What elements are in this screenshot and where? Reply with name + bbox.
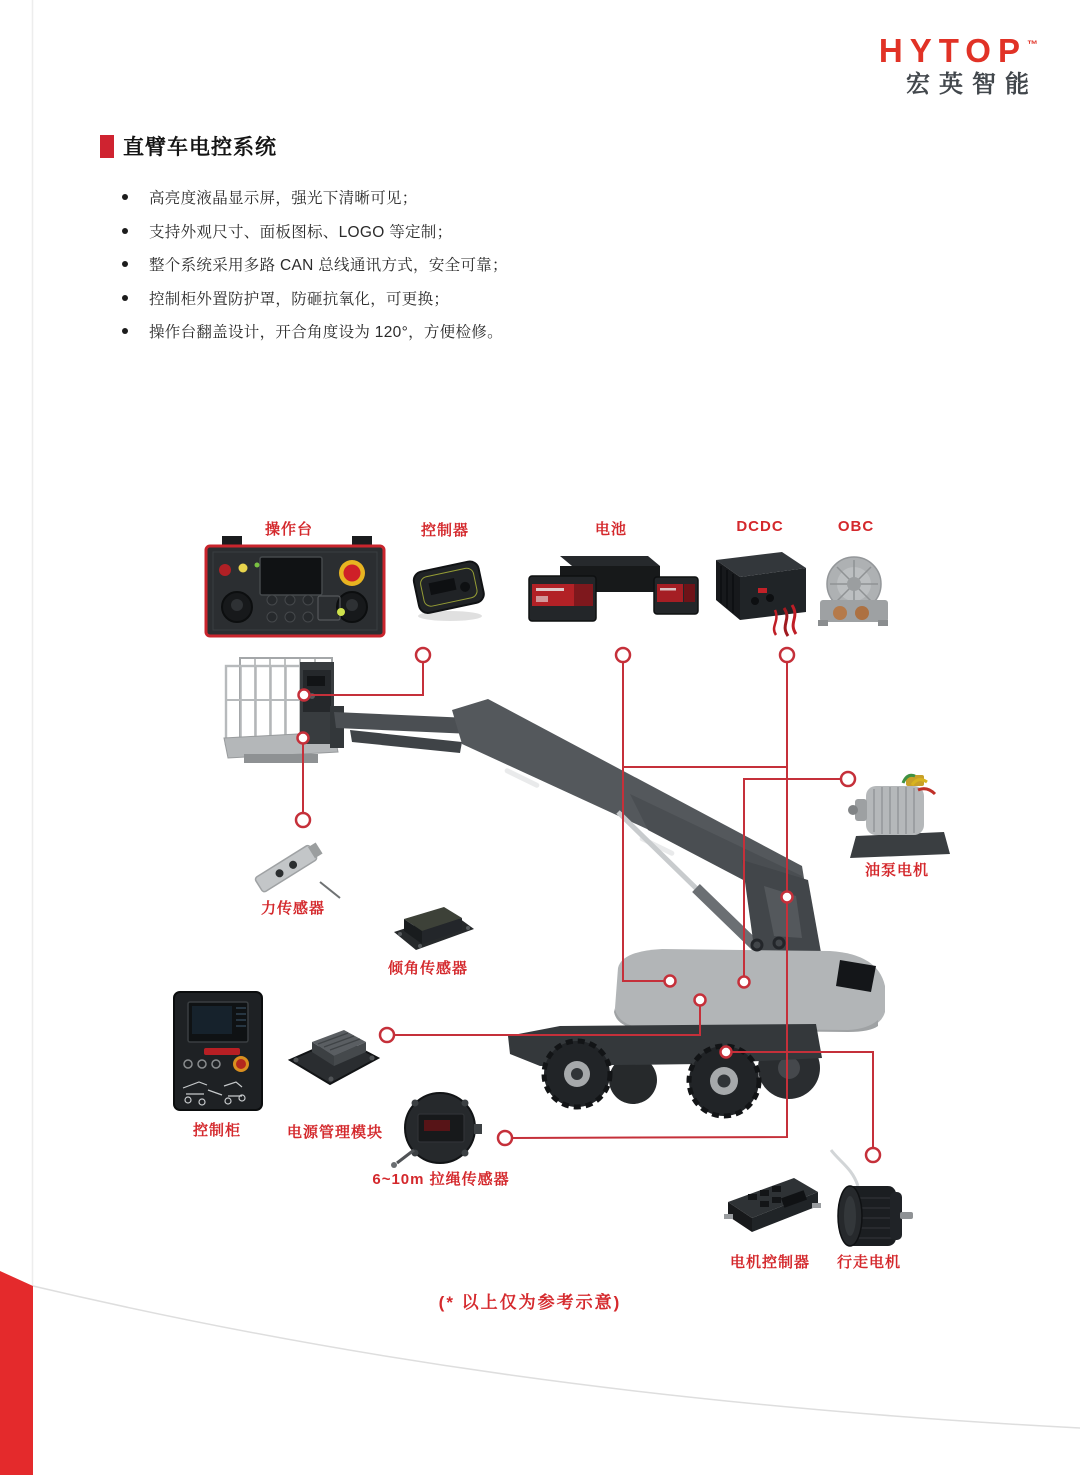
bullet-dot	[122, 194, 128, 200]
tilt-sensor-image	[394, 907, 474, 950]
feature-list	[120, 186, 508, 354]
section-header	[100, 131, 277, 161]
controller-label: 控制器	[420, 522, 470, 539]
footer-red-corner	[0, 1271, 33, 1475]
title-marker	[100, 135, 114, 158]
brand-name: HYTOP	[878, 32, 1027, 69]
force-sensor-label: 力传感器	[260, 900, 326, 917]
feature-item: 控制柜外置防护罩，防砸抗氧化，可更换；	[120, 287, 508, 321]
tilt-sensor-label: 倾角传感器	[387, 960, 469, 977]
battery-image	[529, 556, 698, 621]
obc-label: OBC	[837, 518, 875, 535]
console-label: 操作台	[264, 521, 314, 538]
battery-label: 电池	[594, 521, 628, 538]
power-module-label: 电源管理模块	[286, 1124, 384, 1141]
bullet-dot	[122, 228, 128, 234]
bullet-dot	[122, 295, 128, 301]
brand-wordmark	[879, 34, 1038, 67]
chassis-wheels	[508, 1024, 822, 1116]
pump-motor-image	[848, 775, 950, 858]
dcdc-label: DCDC	[736, 518, 784, 535]
travel-motor-image	[831, 1150, 913, 1246]
motor-controller-label: 电机控制器	[729, 1254, 811, 1271]
control-cabinet-label: 控制柜	[192, 1122, 242, 1139]
controller-image	[412, 560, 485, 621]
dcdc-image	[716, 552, 806, 636]
control-cabinet-image	[174, 992, 262, 1110]
brand-logo	[879, 34, 1038, 97]
brand-name-cn: 宏英智能	[906, 71, 1038, 98]
jib-arm	[330, 706, 472, 753]
bullet-dot	[122, 328, 128, 334]
force-sensor-image	[254, 841, 340, 898]
motor-controller-image	[724, 1178, 821, 1232]
feature-item: 高亮度液晶显示屏，强光下清晰可见；	[120, 186, 508, 220]
reference-note: (* 以上仅为参考示意)	[438, 1293, 622, 1312]
rope-sensor-image	[391, 1093, 482, 1168]
power-module-image	[290, 1030, 378, 1084]
rope-sensor-label: 6~10m 拉绳传感器	[372, 1171, 510, 1188]
travel-motor-label: 行走电机	[836, 1254, 902, 1271]
feature-item: 支持外观尺寸、面板图标、LOGO 等定制；	[120, 220, 508, 254]
feature-item: 整个系统采用多路 CAN 总线通讯方式，安全可靠；	[120, 253, 508, 287]
basket	[224, 658, 338, 763]
obc-image	[818, 557, 888, 626]
console-image	[206, 536, 384, 636]
page-title: 直臂车电控系统	[123, 136, 277, 159]
trademark-symbol: ™	[1027, 39, 1038, 51]
bullet-dot	[122, 261, 128, 267]
feature-item: 操作台翻盖设计，开合角度设为 120°，方便检修。	[120, 320, 508, 354]
pump-motor-label: 油泵电机	[864, 862, 930, 879]
